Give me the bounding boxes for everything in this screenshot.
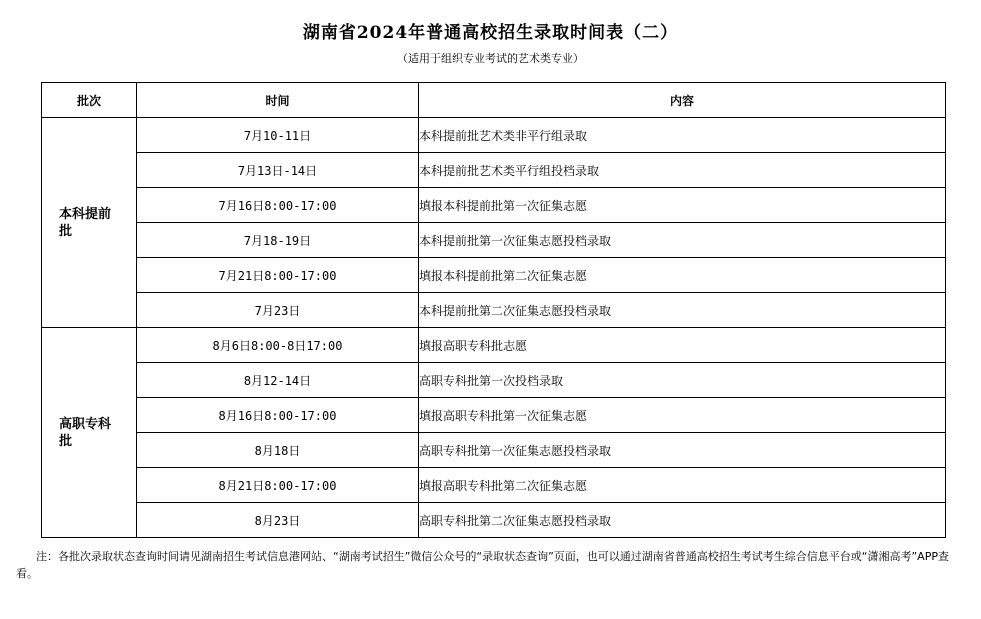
content-cell: 填报高职专科批第二次征集志愿 <box>419 468 946 503</box>
batch-label: 高职专科批 <box>59 416 112 449</box>
time-cell: 8月6日8:00-8日17:00 <box>137 328 419 363</box>
table-row <box>42 258 946 293</box>
table-row <box>42 363 946 398</box>
content-cell: 本科提前批艺术类非平行组录取 <box>419 118 946 153</box>
table-row <box>42 468 946 503</box>
content-cell: 高职专科批第一次征集志愿投档录取 <box>419 433 946 468</box>
table-row <box>42 433 946 468</box>
content-cell: 本科提前批第一次征集志愿投档录取 <box>419 223 946 258</box>
content-cell: 填报本科提前批第二次征集志愿 <box>419 258 946 293</box>
time-cell: 7月10-11日 <box>137 118 419 153</box>
time-cell: 7月23日 <box>137 293 419 328</box>
content-cell: 高职专科批第二次征集志愿投档录取 <box>419 503 946 538</box>
time-cell: 8月21日8:00-17:00 <box>137 468 419 503</box>
table-row <box>42 398 946 433</box>
time-cell: 7月18-19日 <box>137 223 419 258</box>
batch-cell <box>42 118 137 328</box>
schedule-table <box>41 82 946 538</box>
time-cell: 8月18日 <box>137 433 419 468</box>
page-subtitle: （适用于组织专业考试的艺术类专业） <box>397 52 584 65</box>
table-row <box>42 293 946 328</box>
header-content: 内容 <box>419 83 946 118</box>
footnote: 注：各批次录取状态查询时间请见湖南招生考试信息港网站、“湖南考试招生”微信公众号的“录取状态查询”页面，也可以通过湖南省普通高校招生考试考生综合信息平台或“潇湘高考”APP查看。 <box>16 550 949 580</box>
content-cell: 填报高职专科批第一次征集志愿 <box>419 398 946 433</box>
time-cell: 8月12-14日 <box>137 363 419 398</box>
table-row <box>42 503 946 538</box>
content-cell: 本科提前批艺术类平行组投档录取 <box>419 153 946 188</box>
table-row <box>42 188 946 223</box>
table-row <box>42 223 946 258</box>
content-cell: 填报高职专科批志愿 <box>419 328 946 363</box>
time-cell: 8月16日8:00-17:00 <box>137 398 419 433</box>
table-row <box>42 153 946 188</box>
header-batch: 批次 <box>42 83 137 118</box>
table-row <box>42 118 946 153</box>
time-cell: 7月13日-14日 <box>137 153 419 188</box>
content-cell: 填报本科提前批第一次征集志愿 <box>419 188 946 223</box>
table-header-row <box>42 83 946 118</box>
header-time: 时间 <box>137 83 419 118</box>
page-title: 湖南省2024年普通高校招生录取时间表（二） <box>302 23 679 43</box>
time-cell: 7月16日8:00-17:00 <box>137 188 419 223</box>
time-cell: 7月21日8:00-17:00 <box>137 258 419 293</box>
content-cell: 本科提前批第二次征集志愿投档录取 <box>419 293 946 328</box>
batch-label: 本科提前批 <box>59 206 112 239</box>
time-cell: 8月23日 <box>137 503 419 538</box>
content-cell: 高职专科批第一次投档录取 <box>419 363 946 398</box>
batch-cell <box>42 328 137 538</box>
table-row <box>42 328 946 363</box>
